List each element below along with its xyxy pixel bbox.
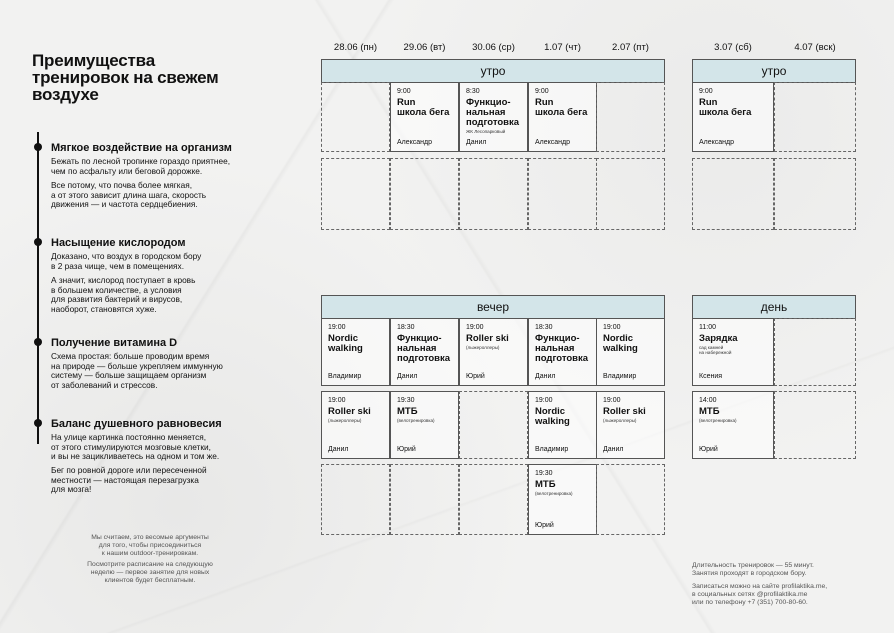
session-card [528,391,597,459]
empty-slot [596,82,665,152]
session-coach: Ксения [699,373,723,380]
section-text: Схема простая: больше проводим время на природе — больше укрепляем иммунную систему — больше защищаем организм от заболеваний и стрессов. [51,351,223,390]
section-text: Доказано, что воздух в городском бору в 2 раза чище, чем в помещениях. [51,251,202,271]
session-name: Функцио- нальная подготовка [466,97,520,128]
session-coach: Юрий [699,446,718,453]
bullet-dot [34,238,42,246]
session-coach: Владимир [603,373,637,380]
session-card [390,318,459,386]
session-card [459,318,528,386]
bullet-dot [34,419,42,427]
session-name: Roller ski [603,406,646,417]
session-coach: Данил [603,446,624,453]
section-text: На улице картинка постоянно меняется, от этого стимулируются мозговые клетки, и вы не зацикливаетесь на одном и том же. [51,432,220,462]
session-time: 19:00 [328,397,346,404]
session-note: (лыжероллеры) [603,418,637,423]
section-heading: Баланс душевного равновесия [51,418,222,430]
session-time: 19:30 [397,397,415,404]
morning-band: утро [321,59,665,83]
session-name: Nordic walking [328,333,363,354]
empty-slot [774,158,856,230]
footer-note: Посмотрите расписание на следующую неделю — первое занятие для новых клиентов будет бесплатным. [87,561,213,585]
session-card [528,82,597,152]
empty-slot [390,464,459,535]
session-name: Функцио- нальная подготовка [397,333,451,364]
session-note: (велотренировка) [535,491,573,496]
session-card [321,318,390,386]
session-coach: Александр [699,139,735,146]
session-card [390,391,459,459]
session-name: Run школа бега [535,97,588,118]
footer-info: Длительность тренировок — 55 минут. Занятия проходят в городском бору. [692,562,814,578]
evening-band: вечер [321,295,665,319]
empty-slot [692,158,774,230]
session-card [321,391,390,459]
section-text: Бежать по лесной тропинке гораздо приятнее, чем по асфальту или беговой дорожке. [51,156,231,176]
section-text: Бег по ровной дороге или пересеченной местности — настоящая перезагрузка для мозга! [51,465,207,495]
session-time: 19:00 [603,397,621,404]
session-note: (велотренировка) [699,418,737,423]
session-name: МТБ [535,479,556,490]
session-coach: Данил [466,139,487,146]
morning-band: утро [692,59,856,83]
session-name: Зарядка [699,333,738,344]
day-header: 1.07 (чт) [544,42,581,53]
session-coach: Юрий [466,373,485,380]
empty-slot [390,158,459,230]
footer-note: Мы считаем, это весомые аргументы для того, чтобы присоединиться к нашим outdoor-тренировкам. [91,534,209,558]
empty-slot [459,464,528,535]
empty-slot [459,158,528,230]
session-coach: Владимир [535,446,569,453]
session-name: Roller ski [328,406,371,417]
session-time: 11:00 [699,324,716,331]
session-coach: Юрий [397,446,416,453]
session-card [692,318,774,386]
empty-slot [596,158,665,230]
session-coach: Данил [397,373,418,380]
session-name: Run школа бега [699,97,752,118]
session-time: 19:00 [328,324,346,331]
session-coach: Владимир [328,373,362,380]
session-note: (лыжероллеры) [328,418,362,423]
day-header: 2.07 (пт) [612,42,649,53]
empty-slot [774,318,856,386]
session-card [528,464,597,535]
session-coach: Александр [397,139,433,146]
empty-slot [774,391,856,459]
page-title: Преимущества тренировок на свежем воздухе [32,51,219,104]
day-header: 28.06 (пн) [333,42,378,53]
session-name: МТБ [699,406,720,417]
session-note: (лыжероллеры) [466,345,500,350]
session-note: (велотренировка) [397,418,435,423]
day-band: день [692,295,856,319]
bullet-dot [34,143,42,151]
empty-slot [321,158,390,230]
empty-slot [321,464,390,535]
timeline-line [37,132,39,444]
session-name: Nordic walking [535,406,570,427]
bullet-dot [34,338,42,346]
footer-contacts: Записаться можно на сайте profilaktika.me, в социальных сетях @profilaktika.me или по телефону +7 (351) 700-80-60. [692,583,828,607]
empty-slot [528,158,597,230]
day-header: 30.06 (ср) [472,42,515,53]
empty-slot [774,82,856,152]
session-name: Nordic walking [603,333,638,354]
session-card [528,318,597,386]
session-name: МТБ [397,406,418,417]
section-text: Все потому, что почва более мягкая, а от этого зависит длина шага, скорость движения — и частота сердцебиения. [51,180,207,210]
session-note: ЖК Лесопарковый [466,129,506,134]
session-card [596,318,665,386]
session-name: Run школа бега [397,97,450,118]
session-name: Roller ski [466,333,509,344]
session-time: 18:30 [397,324,415,331]
day-header: 29.06 (вт) [403,42,446,53]
session-time: 14:00 [699,397,717,404]
session-card [692,391,774,459]
session-time: 9:00 [699,88,713,95]
session-time: 8:30 [466,88,480,95]
section-heading: Насыщение кислородом [51,237,186,249]
session-coach: Данил [535,373,556,380]
empty-slot [321,82,390,152]
day-header: 4.07 (вск) [794,42,836,53]
session-time: 9:00 [535,88,549,95]
section-heading: Получение витамина D [51,337,178,349]
session-time: 19:00 [603,324,621,331]
session-card [692,82,774,152]
session-card [390,82,459,152]
session-time: 19:00 [535,397,553,404]
section-text: А значит, кислород поступает в кровь в большем количестве, а условия для развития бактерий и вирусов, наоборот, становятся хуже. [51,275,196,314]
session-time: 19:00 [466,324,484,331]
empty-slot [459,391,528,459]
session-time: 19:30 [535,470,553,477]
empty-slot [596,464,665,535]
session-coach: Данил [328,446,349,453]
day-header: 3.07 (сб) [714,42,752,53]
section-heading: Мягкое воздействие на организм [51,142,232,154]
session-time: 18:30 [535,324,553,331]
session-note: сад камней на набережной [699,345,732,356]
session-coach: Александр [535,139,571,146]
session-name: Функцио- нальная подготовка [535,333,589,364]
session-coach: Юрий [535,522,554,529]
session-card [459,82,528,152]
session-time: 9:00 [397,88,411,95]
session-card [596,391,665,459]
